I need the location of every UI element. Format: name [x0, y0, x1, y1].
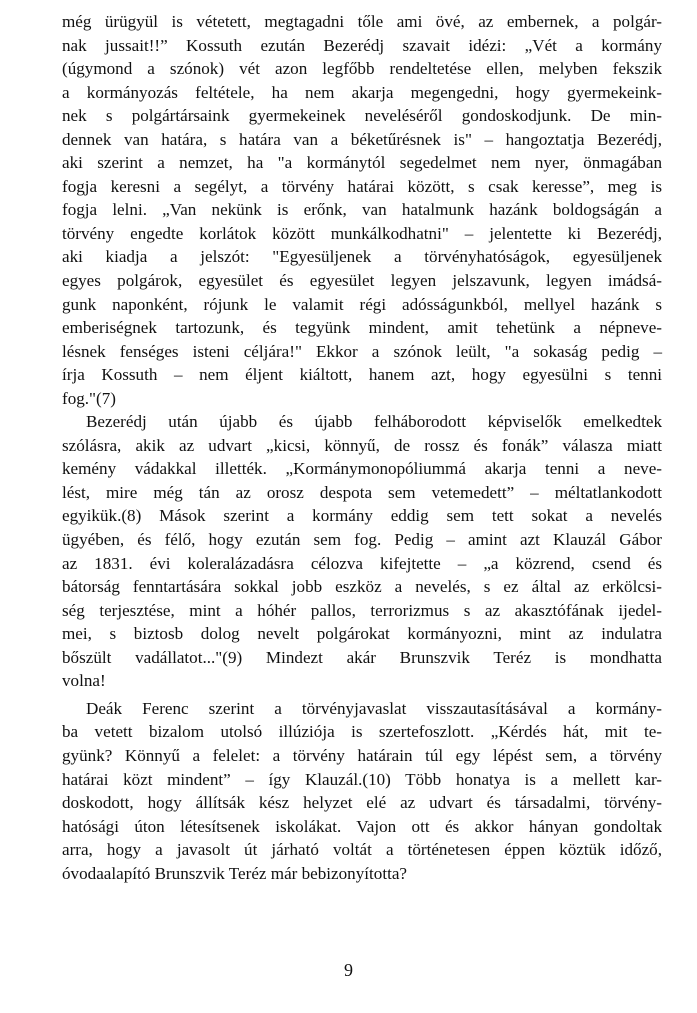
text-line: nek s polgártársaink gyermekeinek neveléséről gondoskodjunk. De min-: [62, 106, 662, 126]
text-line: óvodaalapító Brunszvik Teréz már bebizonyította?: [62, 863, 407, 883]
text-line: aki kiadja a jelszót: "Egyesüljenek a törvényhatóságok, egyesüljenek: [62, 247, 662, 267]
text-line: emberiségnek tartozunk, és tegyünk mindent, amit tehetünk a népneve-: [62, 318, 662, 338]
text-line: ügyében, és félő, hogy ezután sem fog. Pedig – amint azt Klauzál Gábor: [62, 530, 662, 550]
text-line: gyünk? Könnyű a felelet: a törvény határain túl egy lépést sem, a törvény: [62, 745, 662, 765]
text-line: doskodott, hogy állítsák kész helyzet elé az udvart és társadalmi, törvény-: [62, 793, 662, 813]
text-line: még ürügyül is vétetett, megtagadni tőle ami övé, az embernek, a polgár-: [62, 12, 662, 31]
page-number: 9: [344, 960, 353, 980]
text-line: ba vetett bizalom utolsó illúziója is szertefoszlott. „Kérdés hát, mit te-: [62, 722, 662, 742]
text-line: gunk naponként, rójunk le valamit régi adósságunkból, mellyel hazánk s: [62, 294, 662, 314]
text-line: Deák Ferenc szerint a törvényjavaslat visszautasításával a kormány-: [86, 698, 662, 718]
text-line: egyikük.(8) Mások szerint a kormány eddig sem tett sokat a nevelés: [62, 506, 662, 526]
text-line: nak jussait!!” Kossuth ezután Bezerédj szavait idézi: „Vét a kormány: [62, 35, 662, 55]
text-line: törvény engedte korlátok között munkálkodhatni" – jelentette ki Bezerédj,: [62, 223, 662, 243]
text-line: bátorság fenntartására sokkal jobb eszköz a nevelés, s ez által az erkölcsi-: [62, 577, 662, 597]
text-line: szólásra, akik az udvart „kicsi, könnyű, de rossz és fonák” válasza miatt: [62, 435, 662, 455]
text-line: lésnek fenséges isteni céljára!" Ekkor a szónok leült, "a sokaság pedig –: [62, 341, 662, 361]
paragraph-2: [62, 410, 662, 693]
text-line: aki szerint a nemzet, ha "a kormánytól segedelmet nem nyer, önmagában: [62, 153, 662, 173]
text-line: ség terjesztése, mint a hóhér pallos, terrorizmus s az akasztófának ijedel-: [62, 600, 662, 620]
text-line: volna!: [62, 671, 106, 691]
text-line: írja Kossuth – nem éljent kiáltott, hanem azt, hogy egyesülni s tenni: [62, 365, 662, 385]
text-line: a kormányozás feltétele, ha nem akarja megengedni, hogy gyermekeink-: [62, 82, 662, 102]
text-line: lést, mire még tán az orosz despota sem vetemedett” – méltatlankodott: [62, 482, 662, 502]
text-line: arra, hogy a javasolt út járható voltát a történetesen éppen köztük időző,: [62, 840, 662, 860]
text-line: dennek van határa, s határa van a béketűrésnek is" – hangoztatja Bezerédj,: [62, 129, 662, 149]
text-line: fog."(7): [62, 388, 116, 408]
text-line: az 1831. évi koleralázadásra célozva kifejtette – „a közrend, csend és: [62, 553, 662, 573]
text-line: Bezerédj után újabb és újabb felháborodott képviselők emelkedtek: [86, 412, 662, 432]
page-body: [62, 10, 662, 885]
paragraph-1: [62, 10, 662, 410]
text-line: mei, s biztosb dolog nevelt polgárokat kormányozni, mint az indulatra: [62, 624, 662, 644]
paragraph-3: [62, 697, 662, 885]
text-line: határai közt mindent” – így Klauzál.(10) Több honatya is a mellett kar-: [62, 769, 662, 789]
text-line: bőszült vadállatot..."(9) Mindezt akár Brunszvik Teréz is mondhatta: [62, 647, 662, 667]
text-line: kemény vádakkal illették. „Kormánymonopóliummá akarja tenni a neve-: [62, 459, 662, 479]
text-line: fogja lelni. „Van nekünk is erőnk, van hatalmunk hazánk boldogságán a: [62, 200, 662, 220]
text-line: fogja keresni a segélyt, a törvény határai között, s csak keresse”, meg is: [62, 176, 662, 196]
text-line: hatósági úton létesítsenek iskolákat. Vajon ott és akkor hányan gondoltak: [62, 816, 662, 836]
text-line: egyes polgárok, egyesület és egyesület legyen jelszavunk, legyen imádsá-: [62, 271, 662, 291]
text-line: (úgymond a szónok) vét azon legfőbb rendeltetése ellen, melyben fekszik: [62, 59, 662, 79]
